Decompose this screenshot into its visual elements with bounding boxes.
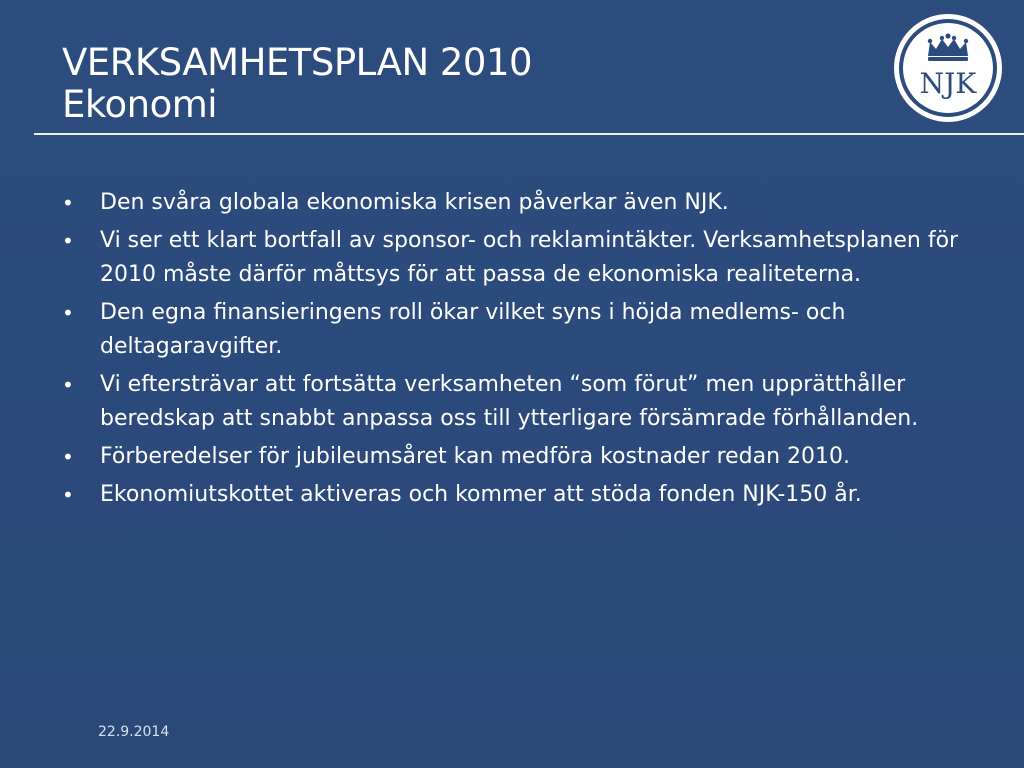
bullet-marker: • [62, 301, 74, 325]
title-line-main: VERKSAMHETSPLAN 2010 [62, 41, 533, 84]
bullet-text: Ekonomiutskottet aktiveras och kommer att stöda fonden NJK-150 år. [100, 482, 862, 507]
bullet-text: Vi ser ett klart bortfall av sponsor- och reklamintäkter. Verksamhetsplanen för 2010 måste därför måttsys för att passa de ekonomiska realiteterna. [100, 228, 959, 287]
slide-title [62, 42, 862, 126]
bullet-marker: • [62, 373, 74, 397]
bullet-item [62, 368, 982, 436]
bullet-item [62, 186, 982, 220]
bullet-text: Den egna finansieringens roll ökar vilket syns i höjda medlems- och deltagaravgifter. [100, 300, 846, 359]
slide-date: 22.9.2014 [98, 724, 170, 740]
bullet-item [62, 440, 982, 474]
bullet-text: Den svåra globala ekonomiska krisen påverkar även NJK. [100, 190, 729, 215]
bullet-item [62, 224, 982, 292]
njk-logo [892, 12, 1004, 124]
bullet-text: Vi eftersträvar att fortsätta verksamheten “som förut” men upprätthåller beredskap att snabbt anpassa oss till ytterligare försämrade förhållanden. [100, 372, 919, 431]
bullet-marker: • [62, 191, 74, 215]
title-divider [34, 133, 1024, 135]
bullet-item [62, 478, 982, 512]
bullet-marker: • [62, 445, 74, 469]
bullet-item [62, 296, 982, 364]
title-line-sub: Ekonomi [62, 83, 218, 126]
bullet-marker: • [62, 229, 74, 253]
bullet-text: Förberedelser för jubileumsåret kan medföra kostnader redan 2010. [100, 444, 851, 469]
logo-text: NJK [919, 67, 977, 100]
bullet-marker: • [62, 483, 74, 507]
bullet-list [62, 186, 982, 516]
